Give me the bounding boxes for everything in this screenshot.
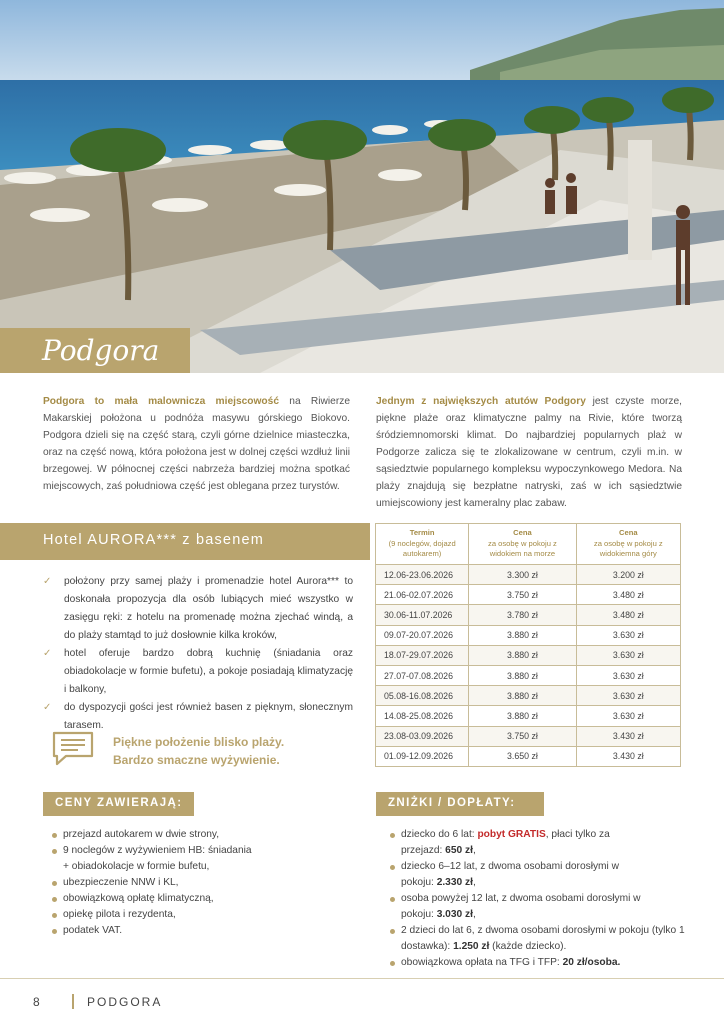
hotel-feature: ✓ do dyspozycji gości jest również basen z pięknym, słonecznym tarasem. xyxy=(43,699,353,735)
table-row: 30.06-11.07.2026 3.780 zł 3.480 zł xyxy=(376,605,681,625)
table-row: 05.08-16.08.2026 3.880 zł 3.630 zł xyxy=(376,686,681,706)
intro-right-lead: Jednym z największych atutów Podgory xyxy=(376,396,586,407)
hero-photo xyxy=(0,0,724,373)
hotel-highlights xyxy=(113,733,284,769)
checkmark-icon: ✓ xyxy=(43,702,52,713)
list-item: ubezpieczenie NNW i KL, xyxy=(52,875,352,891)
intro-left-text: na Riwierze Makarskiej położona u podnóża masywu górskiego Biokovo. Podgora dzieli się na część starą, czyli górne dzielnice miasteczka, oraz na część nową, która położona jest w dolnej części wzdłuż linii brzegowej. W północnej części nabrzeża bardziej można spotkać miejscowych, zaś południowa część jest oblegana przez turystów. xyxy=(43,396,350,492)
checkmark-icon: ✓ xyxy=(43,648,52,659)
list-item: osoba powyżej 12 lat, z dwoma osobami dorosłymi w pokoju: 3.030 zł, xyxy=(390,891,656,923)
includes-heading: CENY ZAWIERAJĄ: xyxy=(43,792,194,816)
table-row: 12.06-23.06.2026 3.300 zł 3.200 zł xyxy=(376,565,681,585)
list-item: obowiązkowa opłata na TFG i TFP: 20 zł/osoba. xyxy=(390,955,690,971)
hotel-features xyxy=(43,573,353,735)
table-row: 18.07-29.07.2026 3.880 zł 3.630 zł xyxy=(376,645,681,665)
beach-promenade-illustration xyxy=(0,0,724,373)
footer-separator xyxy=(72,994,74,1009)
table-header-row xyxy=(376,524,681,565)
destination-title-tag xyxy=(0,328,190,373)
table-row: 27.07-07.08.2026 3.880 zł 3.630 zł xyxy=(376,665,681,685)
hotel-feature: ✓ hotel oferuje bardzo dobrą kuchnię (śniadania oraz obiadokolacje w formie bufetu), a pokoje posiadają klimatyzację i balkony, xyxy=(43,645,353,699)
list-item: dziecko 6–12 lat, z dwoma osobami dorosłymi w pokoju: 2.330 zł, xyxy=(390,859,640,891)
list-item: dziecko do 6 lat: pobyt GRATIS, płaci tylko za przejazd: 650 zł, xyxy=(390,827,620,859)
header-mountain-price: Cena za osobę w pokoju z widokiemna góry xyxy=(576,524,680,565)
list-item: 9 noclegów z wyżywieniem HB: śniadania + obiadokolacje w formie bufetu, xyxy=(52,843,252,875)
destination-title: Podgora xyxy=(42,334,160,367)
highlight-line: Bardzo smaczne wyżywienie. xyxy=(113,753,280,767)
footer-divider xyxy=(0,978,724,979)
checkmark-icon: ✓ xyxy=(43,576,52,587)
intro-right xyxy=(376,393,682,512)
discounts-heading: ZNIŻKI / DOPŁATY: xyxy=(376,792,544,816)
list-item: przejazd autokarem w dwie strony, xyxy=(52,827,352,843)
hotel-heading-bar xyxy=(0,523,370,560)
header-sea-price: Cena za osobę w pokoju z widokiem na morze xyxy=(469,524,576,565)
table-row: 21.06-02.07.2026 3.750 zł 3.480 zł xyxy=(376,585,681,605)
table-row: 23.08-03.09.2026 3.750 zł 3.430 zł xyxy=(376,726,681,746)
footer-section-label: PODGORA xyxy=(87,995,163,1009)
highlight-line: Piękne położenie blisko plaży. xyxy=(113,735,285,749)
table-row: 01.09-12.09.2026 3.650 zł 3.430 zł xyxy=(376,746,681,766)
list-item: podatek VAT. xyxy=(52,923,352,939)
table-row: 14.08-25.08.2026 3.880 zł 3.630 zł xyxy=(376,706,681,726)
hotel-feature: ✓ położony przy samej plaży i promenadzie hotel Aurora*** to doskonała propozycja dla osób lubiących mieć wszystko w zasięgu ręki: z hotelu na promenadę można zjechać windą, a do plaży stamtąd to już dosłownie kilka kroków, xyxy=(43,573,353,645)
list-item: 2 dzieci do lat 6, z dwoma osobami dorosłymi w pokoju (tylko 1 dostawka): 1.250 zł (każde dziecko). xyxy=(390,923,690,955)
price-table xyxy=(375,523,681,767)
intro-left-lead: Podgora to mała malownicza miejscowość xyxy=(43,396,279,407)
hotel-heading: Hotel AURORA*** z basenem xyxy=(43,532,264,548)
header-term: Termin (9 noclegów, dojazd autokarem) xyxy=(376,524,469,565)
intro-right-text: jest czyste morze, piękne plaże oraz klimatyczne palmy na Rivie, które tworzą śródziemnomorski klimat. Do najbardziej popularnych plaż w Podgorze zalicza się te zlokalizowane w centrum, czyli m.in. w sąsiedztwie popularnego kompleksu wypoczynkowego Medora. Na plaży znajdują się bezpłatne natryski, zaś w ich sąsiedztwie umiejscowiony jest kameralny plac zabaw. xyxy=(376,396,682,509)
chat-document-icon xyxy=(48,730,98,768)
table-row: 09.07-20.07.2026 3.880 zł 3.630 zł xyxy=(376,625,681,645)
list-item: opiekę pilota i rezydenta, xyxy=(52,907,352,923)
list-item: obowiązkową opłatę klimatyczną, xyxy=(52,891,352,907)
page-number: 8 xyxy=(33,995,40,1009)
intro-left xyxy=(43,393,350,495)
discounts-list xyxy=(390,827,685,971)
free-stay-highlight: pobyt GRATIS xyxy=(477,829,546,840)
includes-list xyxy=(52,827,352,939)
